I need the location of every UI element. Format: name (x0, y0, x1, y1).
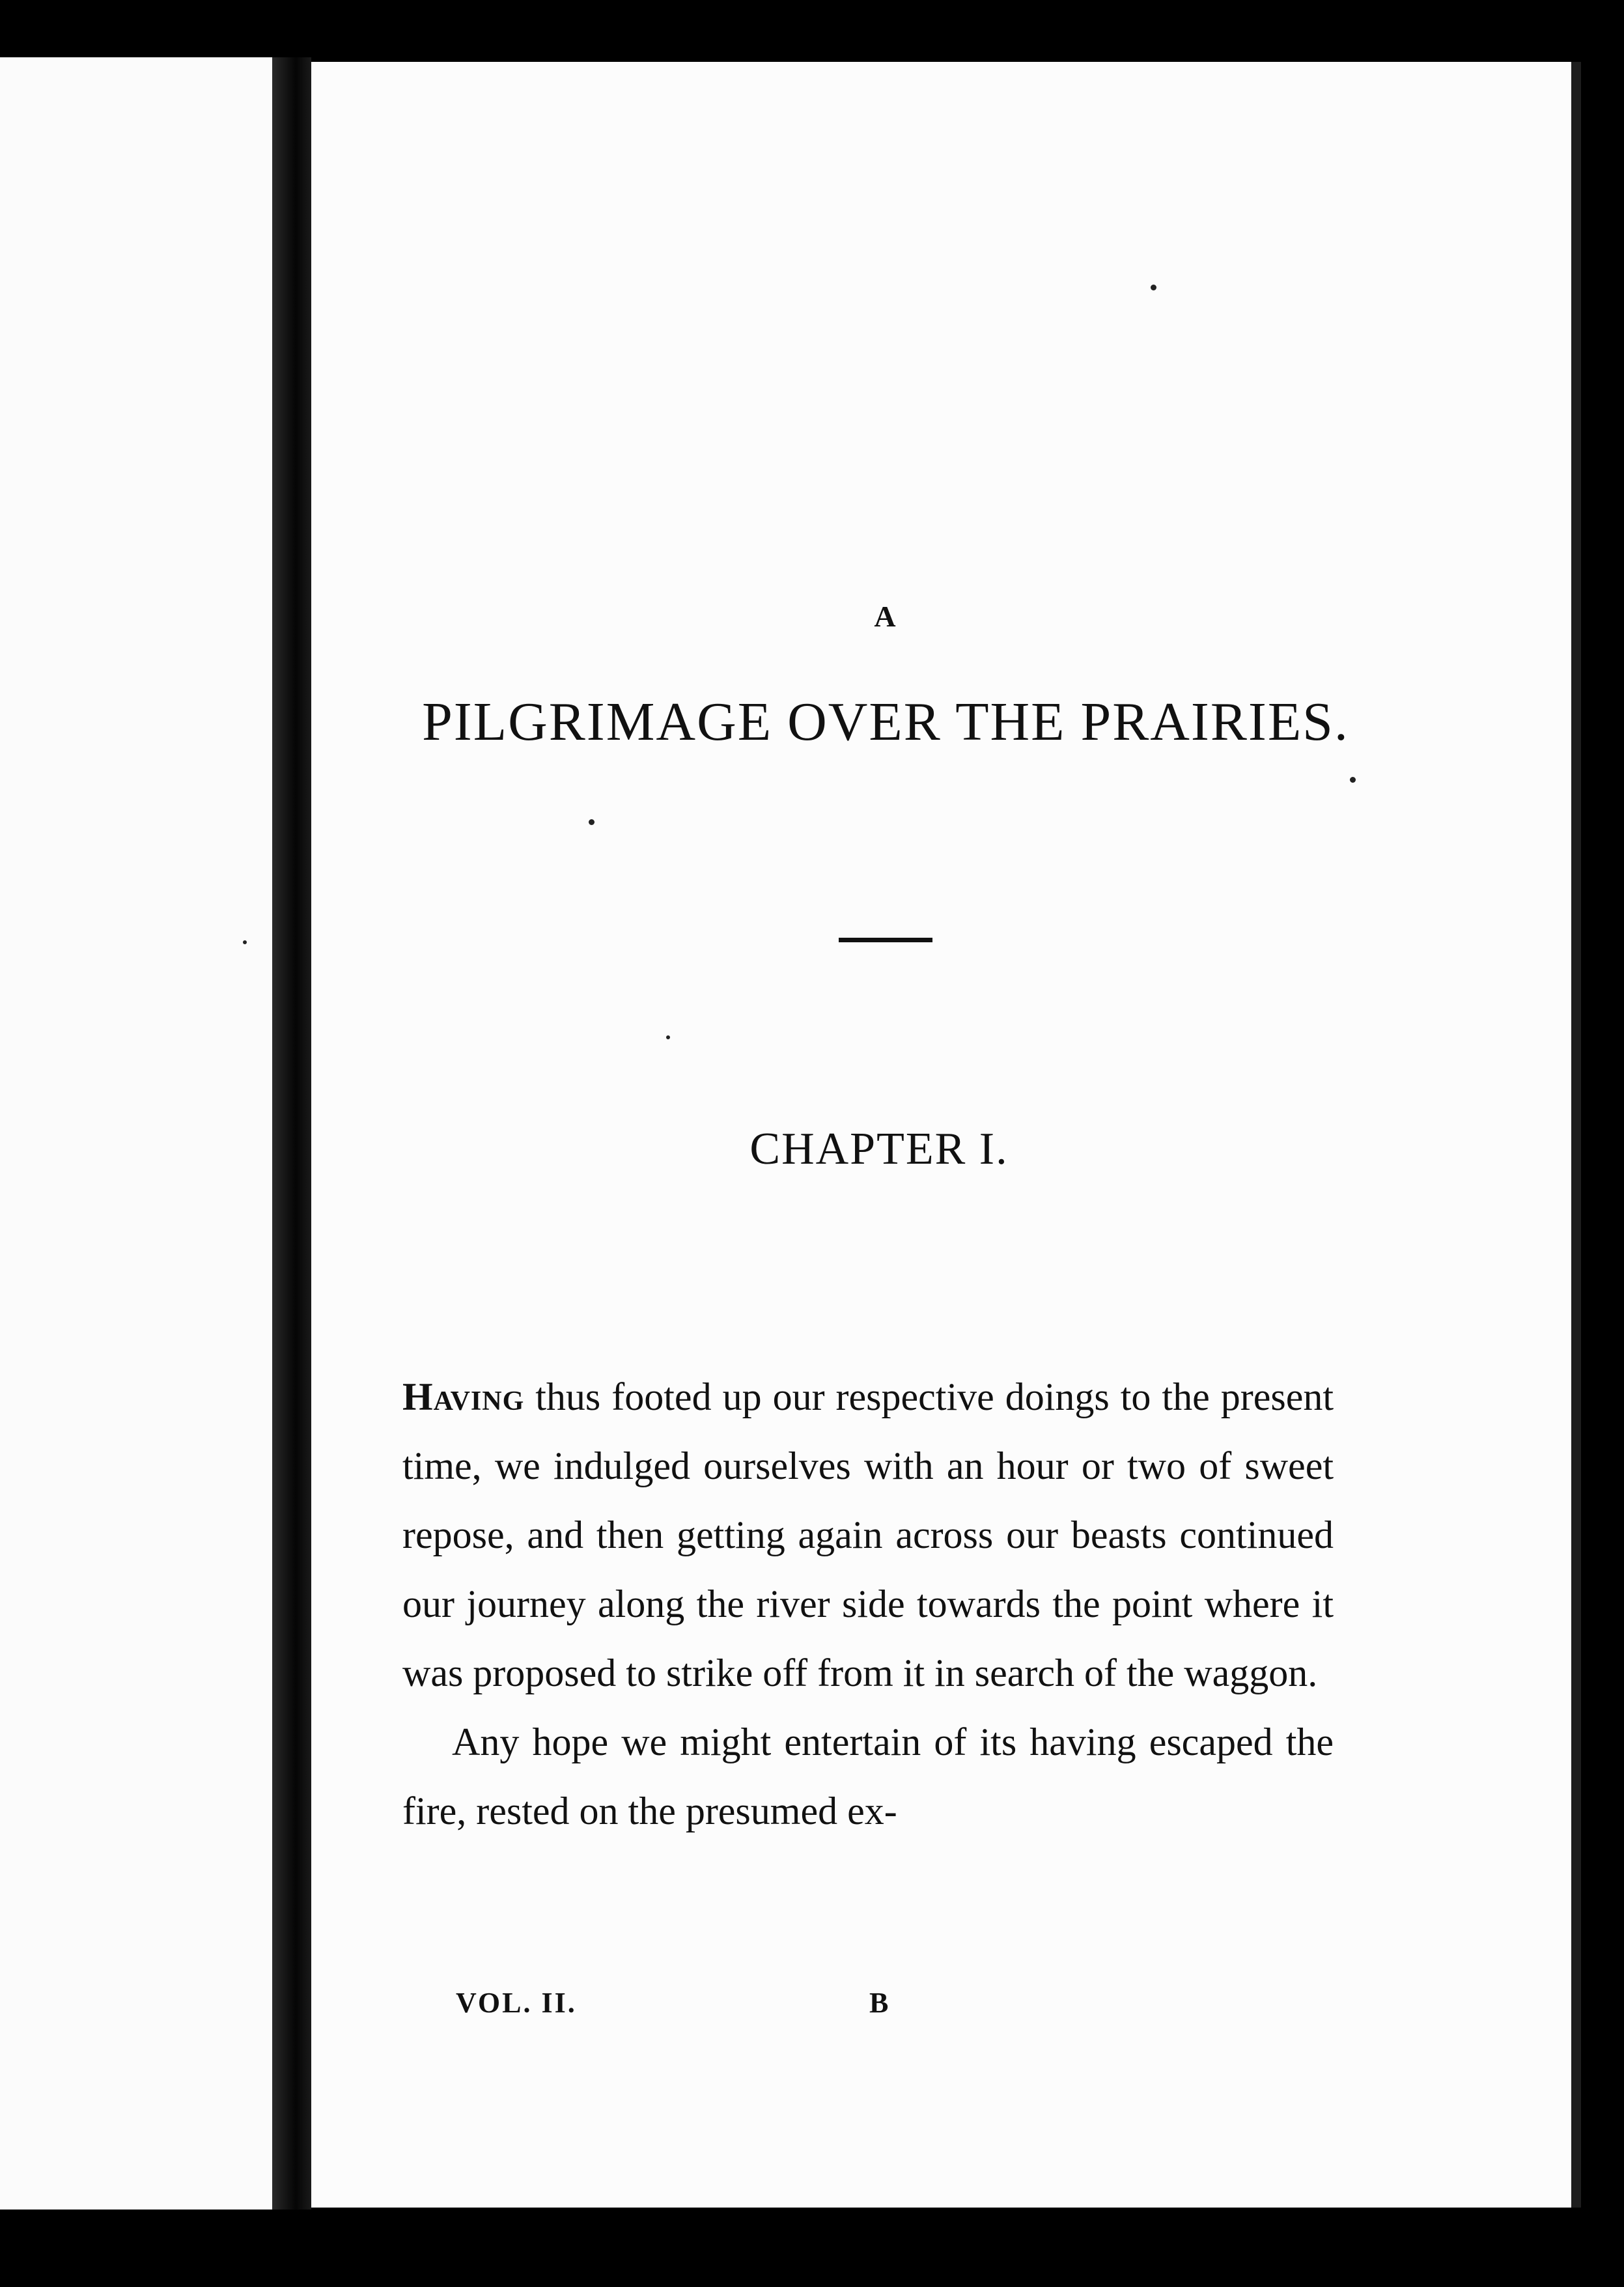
ink-speck (1350, 777, 1356, 783)
page-edge-shadow (1571, 62, 1581, 2208)
opening-word: Having (402, 1375, 525, 1418)
title-rule (839, 938, 932, 942)
paragraph-1-text: thus footed up our respective doings to the present time, we indulged ourselves with an hour or two of sweet repose, and then getting again across our beasts continued our journey along the river side towards the point where it was proposed to strike off from it in search of the waggon. (402, 1375, 1334, 1694)
chapter-heading: CHAPTER I. (749, 1124, 1009, 1174)
ink-speck (666, 1035, 670, 1039)
chapter-body (402, 1362, 1334, 1845)
ink-speck (1151, 285, 1156, 290)
book-title: PILGRIMAGE OVER THE PRAIRIES. (422, 692, 1349, 752)
title-article: A (874, 600, 897, 633)
ink-speck (589, 819, 595, 825)
paragraph-1 (402, 1362, 1334, 1707)
book-gutter (272, 57, 311, 2210)
volume-marker: VOL. II. (456, 1987, 577, 2019)
previous-page-fragment (0, 57, 272, 2210)
ink-speck (243, 940, 247, 944)
signature-mark: B (869, 1987, 889, 2019)
paragraph-2: Any hope we might entertain of its having escaped the fire, rested on the presumed ex- (402, 1720, 1334, 1832)
